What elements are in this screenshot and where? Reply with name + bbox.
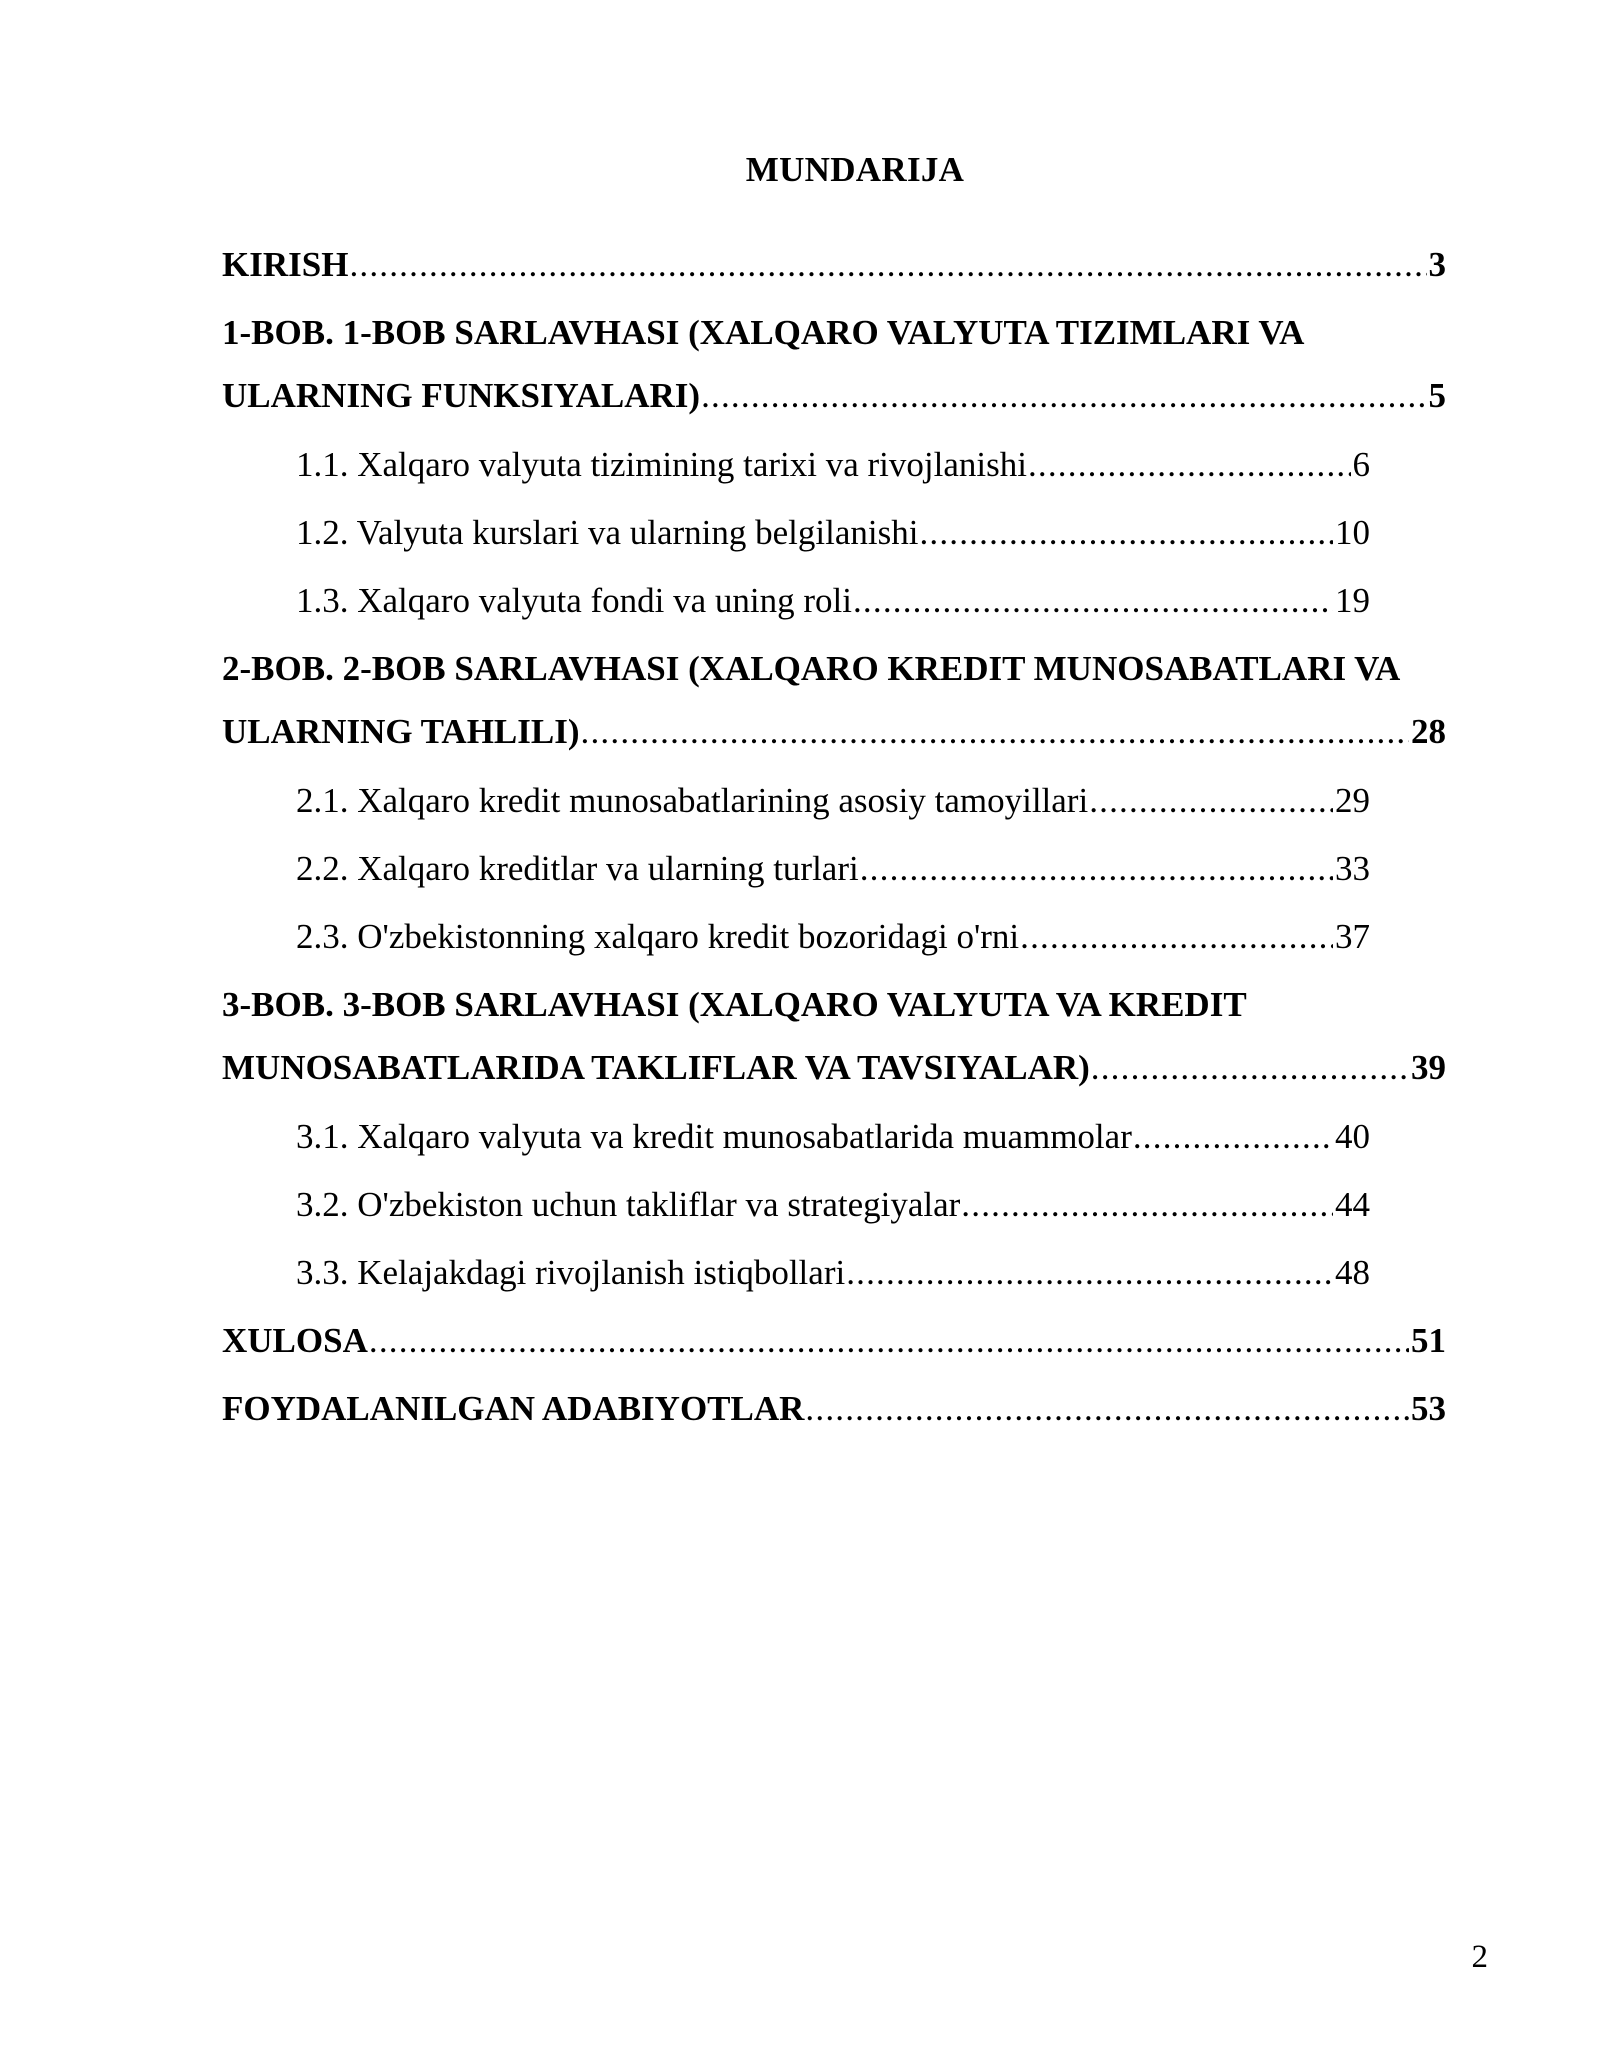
toc-entry-title: KIRISH [222, 245, 349, 284]
toc-page-number: 51 [1411, 1321, 1446, 1360]
toc-leader-dots [1089, 779, 1333, 823]
toc-entry-section-1-3[interactable] [296, 579, 1370, 623]
toc-page-number: 6 [1352, 445, 1370, 484]
toc-leader-dots [1028, 443, 1351, 487]
toc-entry-title: 2.1. Xalqaro kredit munosabatlarining asosiy tamoyillari [296, 781, 1089, 820]
toc-entry-title: 3.2. O'zbekiston uchun takliflar va strategiyalar [296, 1185, 961, 1224]
toc-entry-title: 3.1. Xalqaro valyuta va kredit munosabatlarida muammolar [296, 1117, 1132, 1156]
toc-leader-dots [349, 243, 1426, 287]
toc-entry-chapter-2[interactable] [222, 647, 1446, 754]
toc-leader-dots [369, 1319, 1409, 1363]
toc-page-number: 29 [1335, 781, 1370, 820]
toc-entry-title: 1.2. Valyuta kurslari va ularning belgilanishi [296, 513, 919, 552]
toc-leader-dots [919, 511, 1333, 555]
toc-page-number: 5 [1428, 376, 1446, 415]
toc-entry-section-2-2[interactable] [296, 847, 1370, 891]
toc-page-number: 19 [1335, 581, 1370, 620]
toc-page-number: 33 [1335, 849, 1370, 888]
toc-leader-dots [961, 1183, 1333, 1227]
page-number: 2 [1471, 1939, 1488, 1975]
toc-entry-title: ULARNING FUNKSIYALARI) [222, 376, 701, 415]
toc-entry-title-line1: 3-BOB. 3-BOB SARLAVHASI (XALQARO VALYUTA VA KREDIT [222, 985, 1247, 1024]
toc-leader-dots [1020, 915, 1333, 959]
toc-entry-chapter-3[interactable] [222, 983, 1446, 1090]
toc-entry-title-line1: 1-BOB. 1-BOB SARLAVHASI (XALQARO VALYUTA TIZIMLARI VA [222, 313, 1305, 352]
toc-entry-adabiyotlar[interactable] [222, 1387, 1446, 1431]
toc-page-number: 39 [1411, 1048, 1446, 1087]
toc-entry-section-1-2[interactable] [296, 511, 1370, 555]
toc-entry-title-line1: 2-BOB. 2-BOB SARLAVHASI (XALQARO KREDIT MUNOSABATLARI VA [222, 649, 1401, 688]
toc-entry-section-2-3[interactable] [296, 915, 1370, 959]
toc-entry-section-3-1[interactable] [296, 1115, 1370, 1159]
toc-entry-title: MUNOSABATLARIDA TAKLIFLAR VA TAVSIYALAR) [222, 1048, 1090, 1087]
toc-page-number: 3 [1428, 245, 1446, 284]
toc-page-number: 37 [1335, 917, 1370, 956]
toc-entry-title: 1.3. Xalqaro valyuta fondi va uning roli [296, 581, 852, 620]
toc-leader-dots [846, 1251, 1333, 1295]
toc-entry-xulosa[interactable] [222, 1319, 1446, 1363]
toc-page-number: 40 [1335, 1117, 1370, 1156]
toc-leader-dots [1091, 1046, 1409, 1090]
toc-page-number: 10 [1335, 513, 1370, 552]
toc-entry-title: 3.3. Kelajakdagi rivojlanish istiqbollari [296, 1253, 846, 1292]
toc-page-number: 28 [1411, 712, 1446, 751]
toc-leader-dots [860, 847, 1333, 891]
toc-entry-title: ULARNING TAHLILI) [222, 712, 580, 751]
toc-leader-dots [853, 579, 1333, 623]
toc-entry-title: 1.1. Xalqaro valyuta tizimining tarixi va rivojlanishi [296, 445, 1027, 484]
toc-entry-chapter-1[interactable] [222, 311, 1446, 418]
toc-entry-kirish[interactable] [222, 243, 1446, 287]
toc-leader-dots [701, 374, 1426, 418]
toc-entry-section-2-1[interactable] [296, 779, 1370, 823]
toc-entry-section-3-2[interactable] [296, 1183, 1370, 1227]
toc-entry-section-1-1[interactable] [296, 443, 1370, 487]
toc-entry-title: XULOSA [222, 1321, 368, 1360]
toc-entry-section-3-3[interactable] [296, 1251, 1370, 1295]
toc-leader-dots [1133, 1115, 1333, 1159]
toc-entry-title: FOYDALANILGAN ADABIYOTLAR [222, 1389, 805, 1428]
toc-page-number: 48 [1335, 1253, 1370, 1292]
toc-entry-title: 2.3. O'zbekistonning xalqaro kredit bozoridagi o'rni [296, 917, 1020, 956]
page-title: MUNDARIJA [745, 150, 965, 189]
toc-entry-title: 2.2. Xalqaro kreditlar va ularning turlari [296, 849, 859, 888]
toc-leader-dots [805, 1387, 1409, 1431]
toc-page-number: 44 [1335, 1185, 1370, 1224]
toc-leader-dots [581, 710, 1409, 754]
toc-page-number: 53 [1411, 1389, 1446, 1428]
